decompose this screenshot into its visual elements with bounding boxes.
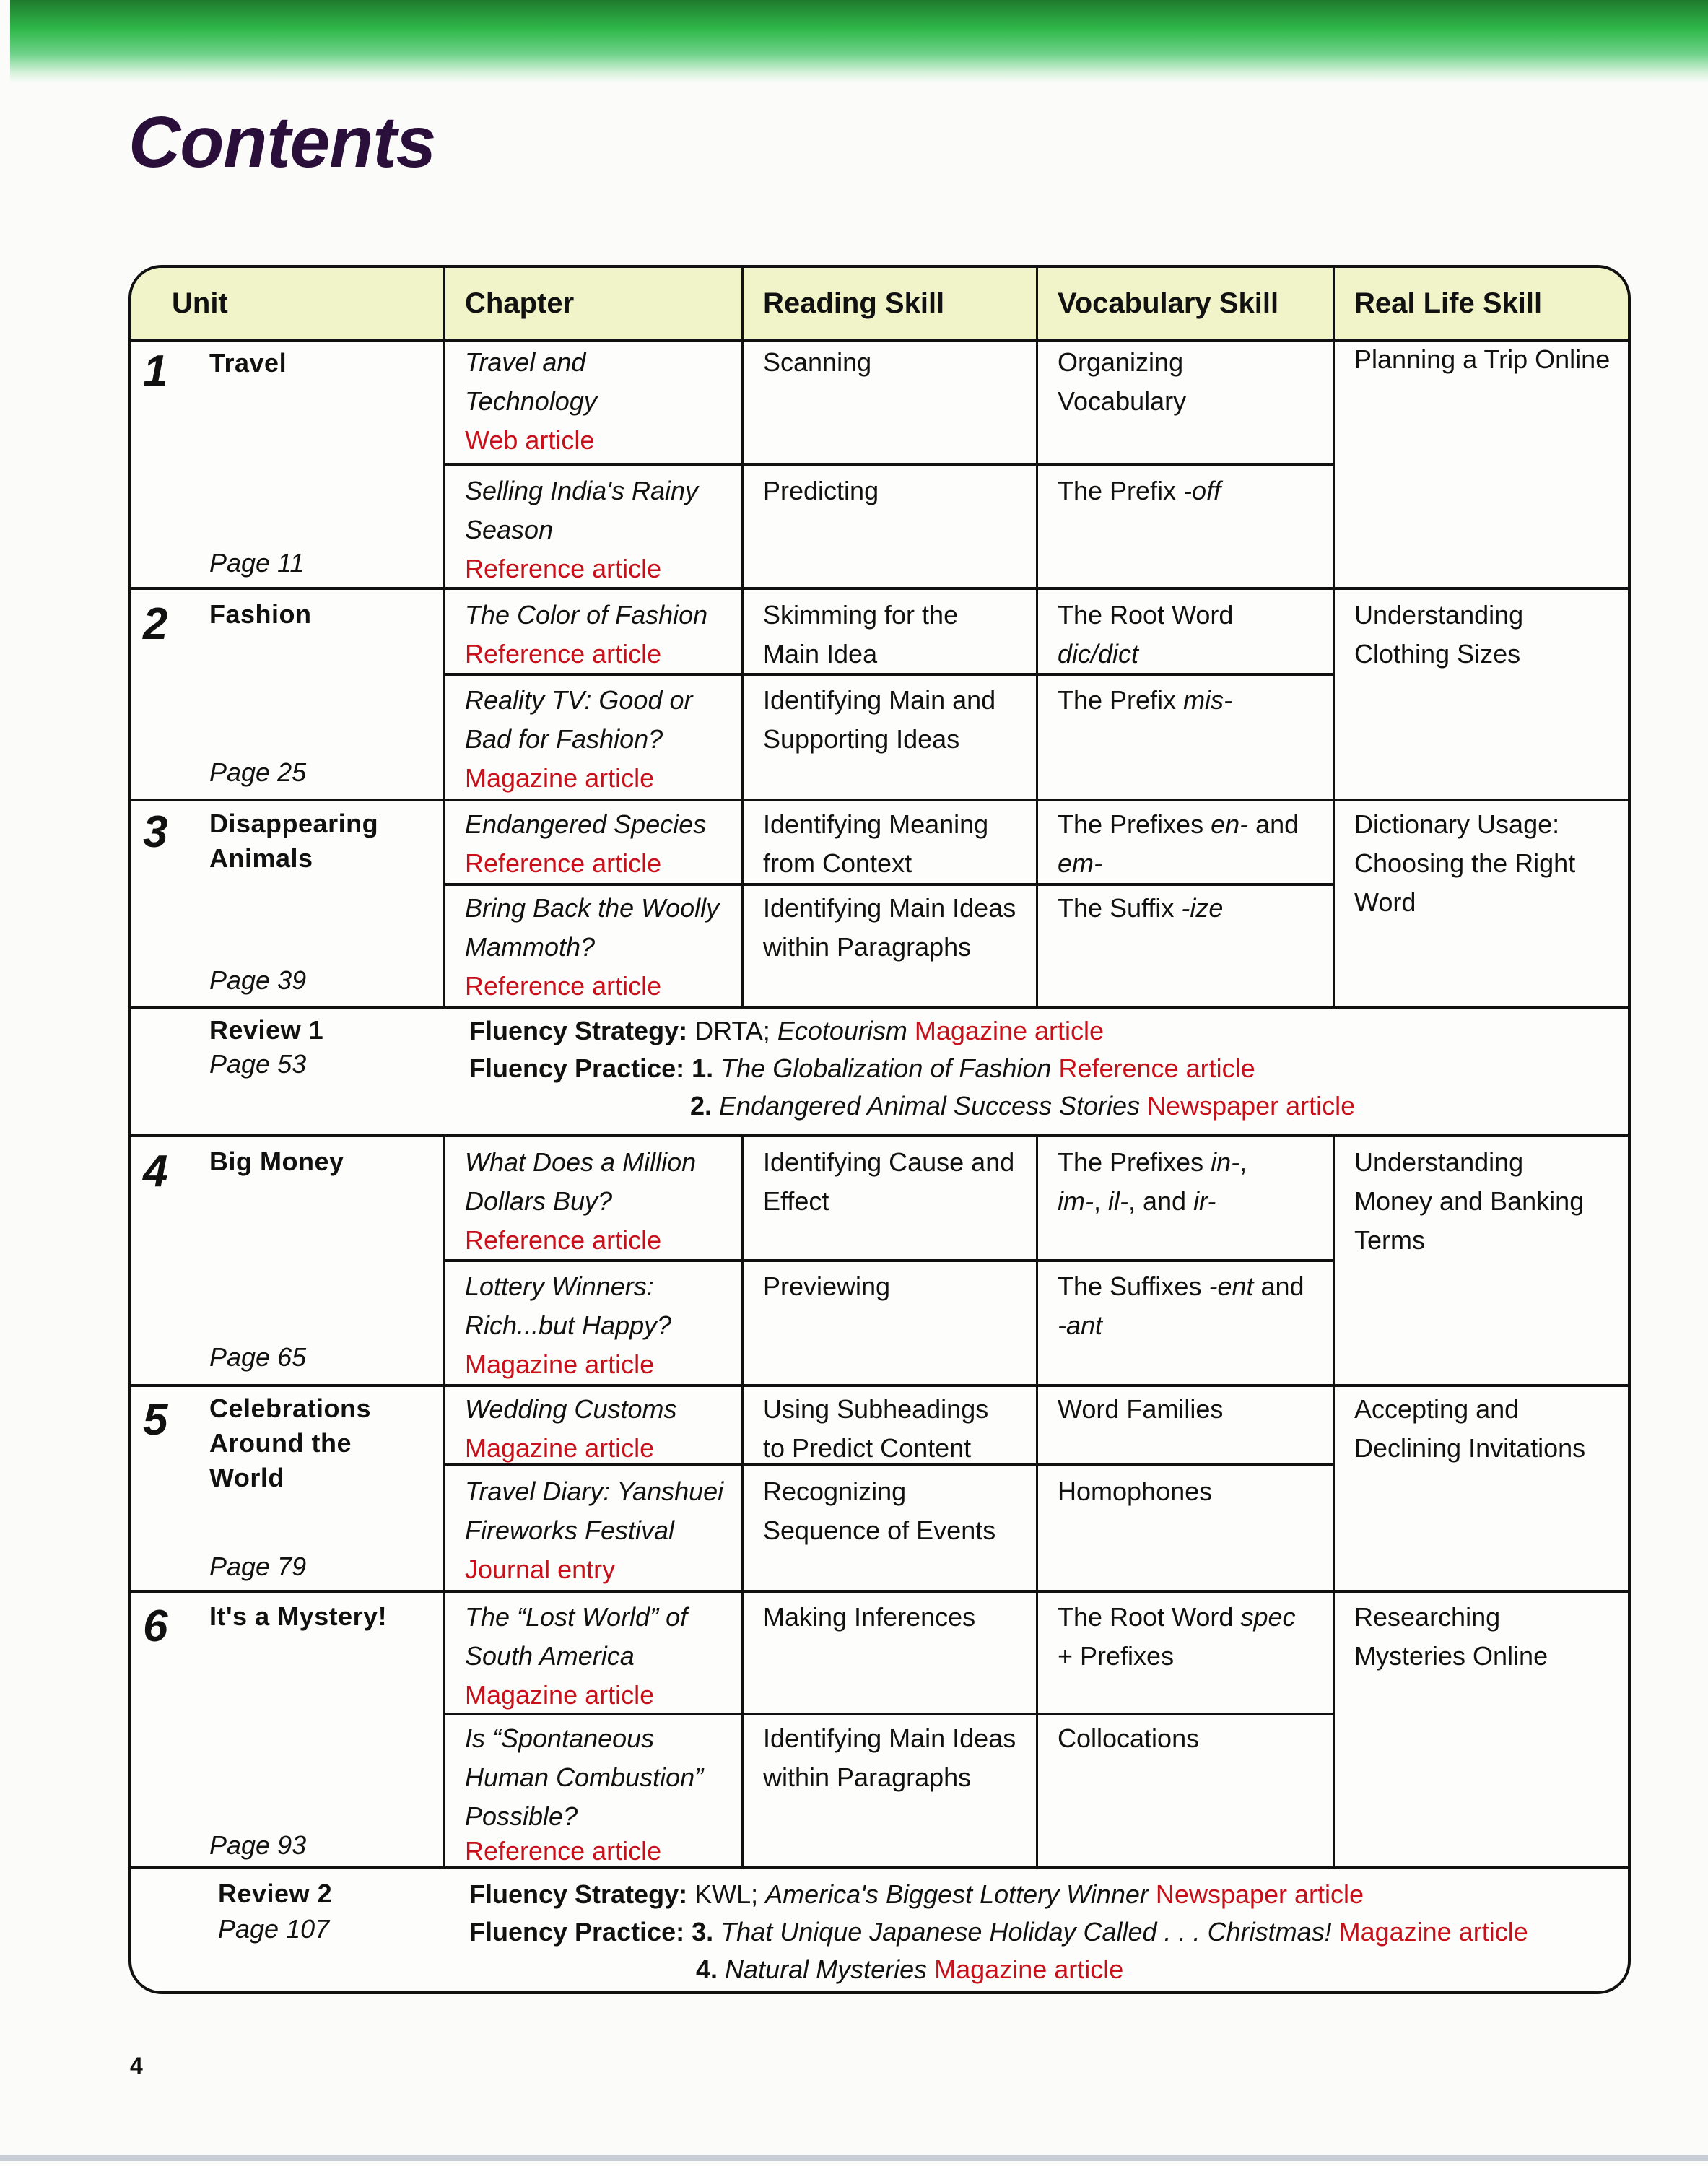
chapter-title: What Does a Million Dollars Buy? bbox=[465, 1147, 697, 1216]
bottom-edge bbox=[0, 2155, 1708, 2161]
unit-page: Page 25 bbox=[209, 757, 307, 787]
page-number: 4 bbox=[130, 2053, 143, 2079]
vocabulary-skill: Word Families bbox=[1058, 1394, 1224, 1424]
reading-skill: Scanning bbox=[763, 347, 872, 377]
unit-page: Page 39 bbox=[209, 965, 307, 995]
reading-skill: Identifying Main and Supporting Ideas bbox=[763, 685, 996, 754]
chapter-title: Travel and Technology bbox=[465, 347, 597, 416]
row-divider bbox=[131, 1590, 1628, 1593]
unit-name: Travel bbox=[209, 348, 287, 378]
unit-number: 1 bbox=[143, 347, 168, 396]
chapter-genre: Magazine article bbox=[465, 1680, 655, 1710]
real-life-skill: Researching Mysteries Online bbox=[1354, 1602, 1548, 1671]
unit-page: Page 93 bbox=[209, 1830, 307, 1860]
chapter-title: Endangered Species bbox=[465, 809, 707, 839]
unit-page: Page 11 bbox=[209, 548, 305, 578]
chapter-title: Is “Spontaneous Human Combustion” Possible? bbox=[465, 1723, 704, 1831]
column-divider bbox=[1036, 268, 1038, 1006]
vocabulary-skill: Collocations bbox=[1058, 1723, 1200, 1753]
chapter-genre: Reference article bbox=[465, 971, 662, 1001]
reading-skill: Making Inferences bbox=[763, 1602, 976, 1632]
review-page: Page 107 bbox=[218, 1914, 330, 1944]
vocabulary-skill: The Root Word spec + Prefixes bbox=[1058, 1602, 1296, 1671]
header-vocabulary-skill: Vocabulary Skill bbox=[1058, 287, 1279, 319]
fluency-practice: Fluency Practice: 1. The Globalization of Fashion Reference article bbox=[469, 1053, 1255, 1083]
reading-skill: Identifying Meaning from Context bbox=[763, 809, 989, 878]
fluency-practice-item: 2. Endangered Animal Success Stories Newspaper article bbox=[690, 1091, 1356, 1121]
fluency-strategy: Fluency Strategy: DRTA; Ecotourism Magazine article bbox=[469, 1016, 1104, 1045]
chapter-title: Selling India's Rainy Season bbox=[465, 476, 699, 544]
column-divider bbox=[1333, 1136, 1335, 1869]
row-divider bbox=[131, 1006, 1628, 1009]
vocabulary-skill: The Root Word dic/dict bbox=[1058, 600, 1234, 669]
row-divider bbox=[131, 1134, 1628, 1137]
unit-number: 3 bbox=[143, 807, 168, 857]
unit-name: It's a Mystery! bbox=[209, 1601, 388, 1631]
decorative-top-band bbox=[10, 0, 1708, 83]
real-life-skill: Planning a Trip Online bbox=[1354, 344, 1611, 374]
column-divider bbox=[443, 1136, 445, 1869]
reading-skill: Previewing bbox=[763, 1271, 891, 1301]
chapter-title: The “Lost World” of South America bbox=[465, 1602, 688, 1671]
real-life-skill: Understanding Clothing Sizes bbox=[1354, 600, 1524, 669]
column-divider bbox=[1036, 1136, 1038, 1869]
chapter-divider bbox=[443, 463, 1334, 466]
chapter-title: The Color of Fashion bbox=[465, 600, 708, 630]
review-name: Review 2 bbox=[218, 1879, 333, 1908]
real-life-skill: Accepting and Declining Invitations bbox=[1354, 1394, 1586, 1463]
chapter-genre: Reference article bbox=[465, 848, 662, 878]
chapter-divider bbox=[443, 883, 1334, 886]
chapter-title: Lottery Winners: Rich...but Happy? bbox=[465, 1271, 672, 1340]
chapter-genre: Reference article bbox=[465, 1836, 662, 1866]
reading-skill: Identifying Main Ideas within Paragraphs bbox=[763, 893, 1016, 962]
chapter-genre: Web article bbox=[465, 425, 595, 455]
review-page: Page 53 bbox=[209, 1049, 307, 1079]
reading-skill: Recognizing Sequence of Events bbox=[763, 1476, 996, 1545]
chapter-title: Wedding Customs bbox=[465, 1394, 677, 1424]
unit-number: 2 bbox=[143, 599, 168, 649]
unit-page: Page 65 bbox=[209, 1342, 307, 1372]
vocabulary-skill: The Prefix mis- bbox=[1058, 685, 1233, 715]
fluency-practice: Fluency Practice: 3. That Unique Japanese Holiday Called . . . Christmas! Magazine article bbox=[469, 1917, 1528, 1947]
row-divider bbox=[131, 799, 1628, 801]
header-unit: Unit bbox=[172, 287, 228, 319]
unit-number: 4 bbox=[143, 1147, 168, 1196]
column-divider bbox=[741, 1136, 744, 1869]
reading-skill: Predicting bbox=[763, 476, 879, 505]
header-reading-skill: Reading Skill bbox=[763, 287, 945, 319]
review-name: Review 1 bbox=[209, 1015, 324, 1045]
chapter-genre: Reference article bbox=[465, 639, 662, 669]
chapter-title: Bring Back the Woolly Mammoth? bbox=[465, 893, 720, 962]
chapter-genre: Journal entry bbox=[465, 1554, 616, 1584]
real-life-skill: Understanding Money and Banking Terms bbox=[1354, 1147, 1585, 1255]
fluency-practice-item: 4. Natural Mysteries Magazine article bbox=[696, 1954, 1124, 1984]
chapter-genre: Reference article bbox=[465, 1225, 662, 1255]
table-header bbox=[131, 268, 1628, 342]
chapter-genre: Magazine article bbox=[465, 1349, 655, 1379]
row-divider bbox=[131, 1384, 1628, 1387]
unit-page: Page 79 bbox=[209, 1552, 307, 1581]
column-divider bbox=[741, 268, 744, 1006]
vocabulary-skill: Homophones bbox=[1058, 1476, 1213, 1506]
vocabulary-skill: The Prefixes in-, im-, il-, and ir- bbox=[1058, 1147, 1247, 1216]
chapter-genre: Magazine article bbox=[465, 763, 655, 793]
real-life-skill: Dictionary Usage: Choosing the Right Word bbox=[1354, 809, 1576, 917]
vocabulary-skill: The Prefixes en- and em- bbox=[1058, 809, 1299, 878]
contents-table bbox=[128, 265, 1631, 1994]
header-real-life-skill: Real Life Skill bbox=[1354, 287, 1543, 319]
reading-skill: Using Subheadings to Predict Content bbox=[763, 1394, 989, 1463]
unit-name: Celebrations Around the World bbox=[209, 1393, 372, 1492]
unit-number: 5 bbox=[143, 1395, 168, 1445]
vocabulary-skill: The Suffixes -ent and -ant bbox=[1058, 1271, 1304, 1340]
header-chapter: Chapter bbox=[465, 287, 575, 319]
reading-skill: Identifying Cause and Effect bbox=[763, 1147, 1015, 1216]
chapter-genre: Magazine article bbox=[465, 1433, 655, 1463]
vocabulary-skill: The Prefix -off bbox=[1058, 476, 1221, 505]
unit-name: Fashion bbox=[209, 599, 312, 629]
reading-skill: Identifying Main Ideas within Paragraphs bbox=[763, 1723, 1016, 1792]
vocabulary-skill: The Suffix -ize bbox=[1058, 893, 1224, 923]
chapter-title: Travel Diary: Yanshuei Fireworks Festival bbox=[465, 1476, 724, 1545]
row-divider bbox=[131, 587, 1628, 590]
unit-name: Disappearing Animals bbox=[209, 809, 379, 873]
chapter-title: Reality TV: Good or Bad for Fashion? bbox=[465, 685, 693, 754]
reading-skill: Skimming for the Main Idea bbox=[763, 600, 959, 669]
chapter-genre: Reference article bbox=[465, 554, 662, 583]
unit-number: 6 bbox=[143, 1601, 168, 1651]
fluency-strategy: Fluency Strategy: KWL; America's Biggest Lottery Winner Newspaper article bbox=[469, 1879, 1364, 1909]
column-divider bbox=[1333, 268, 1335, 1006]
vocabulary-skill: Organizing Vocabulary bbox=[1058, 347, 1187, 416]
row-divider bbox=[131, 1866, 1628, 1869]
column-divider bbox=[443, 268, 445, 1006]
unit-name: Big Money bbox=[209, 1147, 344, 1176]
page-title: Contents bbox=[128, 102, 436, 183]
